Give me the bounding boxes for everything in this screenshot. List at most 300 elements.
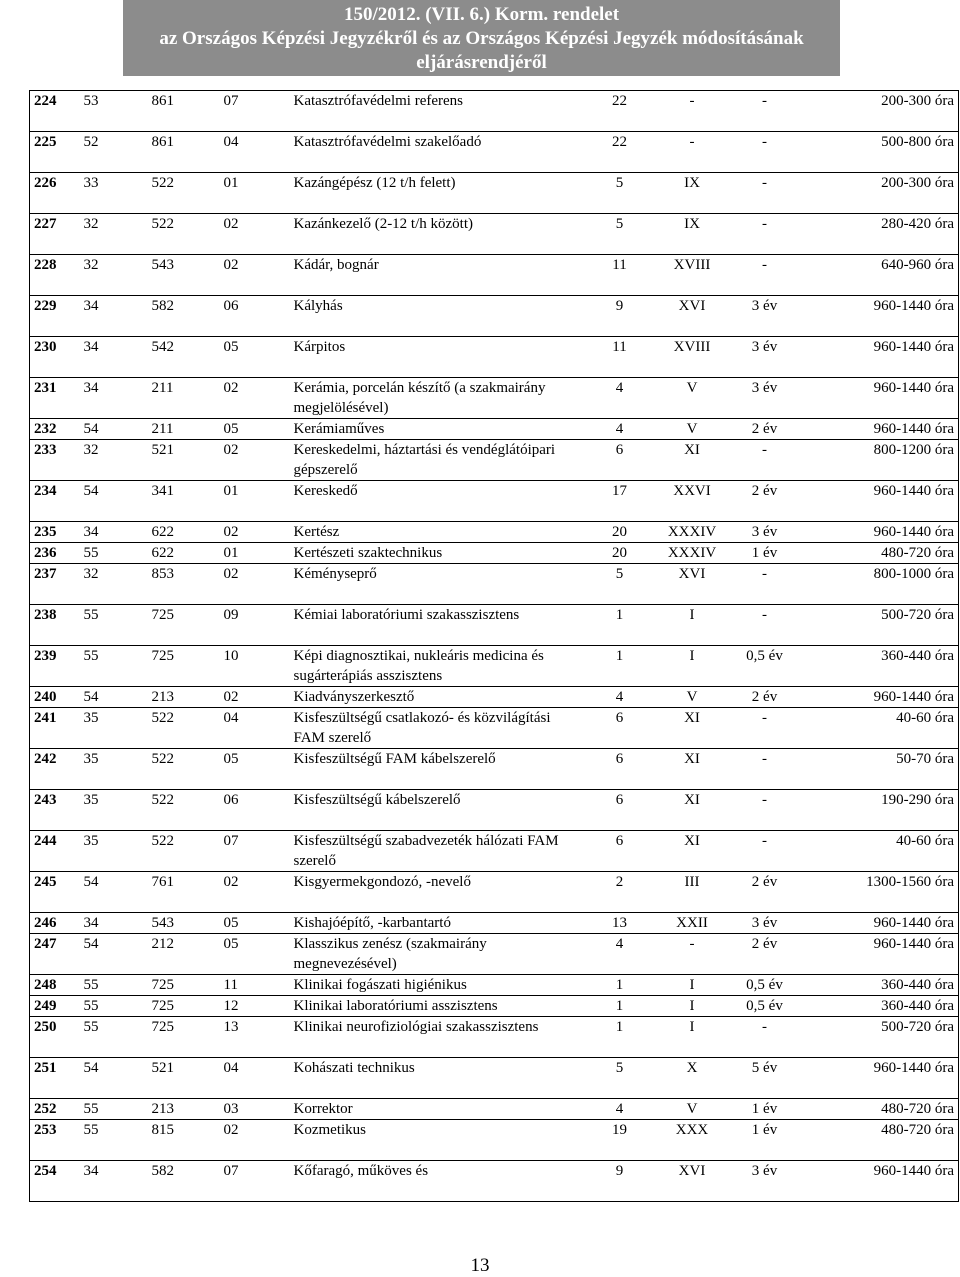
level-roman: - [650,132,735,173]
level-number: 2 [590,872,650,913]
code-part-1: 34 [80,378,148,419]
qualification-name: Kereskedő [290,481,590,522]
level-roman: XXXIV [650,543,735,564]
code-part-1: 35 [80,831,148,872]
code-part-1: 55 [80,605,148,646]
hours: 500-800 óra [795,132,959,173]
row-number: 236 [30,543,80,564]
table-row [30,872,959,913]
code-part-3: 05 [220,749,290,790]
code-part-3: 10 [220,646,290,687]
code-part-3: 07 [220,1161,290,1202]
level-roman: XVI [650,296,735,337]
duration: - [735,831,795,872]
row-number: 229 [30,296,80,337]
duration: 0,5 év [735,996,795,1017]
qualification-name: Kárpitos [290,337,590,378]
duration: - [735,605,795,646]
duration: 1 év [735,543,795,564]
code-part-2: 212 [148,934,220,975]
code-part-3: 02 [220,440,290,481]
level-number: 1 [590,975,650,996]
hours: 960-1440 óra [795,337,959,378]
table-row [30,1161,959,1202]
code-part-1: 55 [80,975,148,996]
row-number: 224 [30,91,80,132]
table-row [30,1058,959,1099]
level-roman: XI [650,440,735,481]
hours: 1300-1560 óra [795,872,959,913]
page-number: 13 [470,1255,490,1276]
code-part-1: 33 [80,173,148,214]
level-number: 6 [590,749,650,790]
row-number: 237 [30,564,80,605]
duration: 5 év [735,1058,795,1099]
table-row [30,996,959,1017]
table-row [30,91,959,132]
level-number: 4 [590,419,650,440]
code-part-1: 55 [80,1099,148,1120]
row-number: 231 [30,378,80,419]
code-part-3: 07 [220,831,290,872]
table-row [30,975,959,996]
table-row [30,1120,959,1161]
code-part-2: 522 [148,173,220,214]
code-part-1: 35 [80,708,148,749]
table-row [30,440,959,481]
qualification-name: Kertészeti szaktechnikus [290,543,590,564]
hours: 960-1440 óra [795,522,959,543]
duration: 0,5 év [735,646,795,687]
code-part-3: 05 [220,337,290,378]
table-row [30,913,959,934]
code-part-3: 06 [220,296,290,337]
code-part-2: 522 [148,214,220,255]
level-number: 4 [590,1099,650,1120]
hours: 960-1440 óra [795,913,959,934]
level-number: 9 [590,296,650,337]
table-row [30,296,959,337]
table-row [30,543,959,564]
hours: 500-720 óra [795,1017,959,1058]
code-part-1: 35 [80,749,148,790]
code-part-3: 02 [220,522,290,543]
qualification-name: Kéményseprő [290,564,590,605]
code-part-1: 53 [80,91,148,132]
table-row [30,708,959,749]
duration: 2 év [735,481,795,522]
hours: 960-1440 óra [795,378,959,419]
code-part-1: 34 [80,337,148,378]
row-number: 242 [30,749,80,790]
level-roman: IX [650,214,735,255]
code-part-2: 211 [148,378,220,419]
duration: 3 év [735,522,795,543]
level-number: 1 [590,646,650,687]
level-roman: V [650,1099,735,1120]
qualification-name: Kémiai laboratóriumi szakasszisztens [290,605,590,646]
code-part-1: 32 [80,214,148,255]
row-number: 241 [30,708,80,749]
hours: 360-440 óra [795,646,959,687]
hours: 200-300 óra [795,91,959,132]
code-part-3: 01 [220,543,290,564]
qualification-name: Klinikai laboratóriumi asszisztens [290,996,590,1017]
code-part-2: 861 [148,91,220,132]
level-roman: I [650,646,735,687]
code-part-3: 09 [220,605,290,646]
duration: 2 év [735,872,795,913]
duration: 3 év [735,337,795,378]
level-number: 6 [590,708,650,749]
code-part-3: 05 [220,913,290,934]
level-number: 19 [590,1120,650,1161]
duration: - [735,440,795,481]
table-row [30,1099,959,1120]
level-roman: XXVI [650,481,735,522]
duration: 3 év [735,913,795,934]
level-roman: - [650,91,735,132]
qualification-name: Kisfeszültségű kábelszerelő [290,790,590,831]
table-row [30,564,959,605]
code-part-3: 04 [220,1058,290,1099]
row-number: 240 [30,687,80,708]
duration: - [735,173,795,214]
code-part-3: 12 [220,996,290,1017]
qualification-name: Klinikai neurofiziológiai szakasszisztens [290,1017,590,1058]
code-part-2: 521 [148,440,220,481]
code-part-2: 213 [148,1099,220,1120]
row-number: 238 [30,605,80,646]
code-part-3: 01 [220,481,290,522]
level-roman: V [650,687,735,708]
row-number: 225 [30,132,80,173]
qualification-name: Kohászati technikus [290,1058,590,1099]
hours: 480-720 óra [795,543,959,564]
level-roman: XXX [650,1120,735,1161]
qualification-name: Kisgyermekgondozó, -nevelő [290,872,590,913]
qualification-name: Kishajóépítő, -karbantartó [290,913,590,934]
hours: 360-440 óra [795,996,959,1017]
level-roman: I [650,996,735,1017]
level-roman: XVIII [650,337,735,378]
level-number: 5 [590,173,650,214]
row-number: 243 [30,790,80,831]
level-number: 5 [590,214,650,255]
table-row [30,522,959,543]
level-roman: XXXIV [650,522,735,543]
code-part-2: 622 [148,522,220,543]
code-part-3: 02 [220,564,290,605]
code-part-2: 522 [148,708,220,749]
hours: 960-1440 óra [795,1161,959,1202]
qualification-name: Katasztrófavédelmi szakelőadó [290,132,590,173]
hours: 50-70 óra [795,749,959,790]
row-number: 254 [30,1161,80,1202]
code-part-2: 725 [148,975,220,996]
level-number: 6 [590,790,650,831]
hours: 800-1200 óra [795,440,959,481]
qualification-name: Kazánkezelő (2-12 t/h között) [290,214,590,255]
table-row [30,173,959,214]
qualification-name: Kisfeszültségű csatlakozó- és közvilágítási FAM szerelő [290,708,590,749]
code-part-2: 582 [148,1161,220,1202]
level-number: 1 [590,605,650,646]
table-row [30,749,959,790]
duration: 3 év [735,378,795,419]
duration: 3 év [735,1161,795,1202]
duration: - [735,708,795,749]
row-number: 252 [30,1099,80,1120]
duration: - [735,790,795,831]
row-number: 244 [30,831,80,872]
level-roman: IX [650,173,735,214]
document-header [123,0,840,76]
code-part-3: 04 [220,132,290,173]
duration: 2 év [735,934,795,975]
code-part-2: 543 [148,255,220,296]
level-number: 22 [590,132,650,173]
level-number: 20 [590,522,650,543]
qualification-name: Kerámiaműves [290,419,590,440]
table-row [30,605,959,646]
qualification-name: Kerámia, porcelán készítő (a szakmairány megjelölésével) [290,378,590,419]
code-part-1: 34 [80,522,148,543]
table-row [30,481,959,522]
row-number: 230 [30,337,80,378]
duration: 1 év [735,1120,795,1161]
level-number: 22 [590,91,650,132]
level-number: 5 [590,564,650,605]
code-part-2: 725 [148,605,220,646]
level-roman: XI [650,749,735,790]
code-part-2: 522 [148,790,220,831]
code-part-3: 03 [220,1099,290,1120]
code-part-3: 07 [220,91,290,132]
code-part-1: 32 [80,440,148,481]
level-roman: XVIII [650,255,735,296]
code-part-2: 725 [148,1017,220,1058]
level-roman: XVI [650,564,735,605]
qualification-name: Katasztrófavédelmi referens [290,91,590,132]
level-roman: III [650,872,735,913]
duration: 1 év [735,1099,795,1120]
hours: 960-1440 óra [795,296,959,337]
hours: 360-440 óra [795,975,959,996]
code-part-1: 52 [80,132,148,173]
code-part-1: 34 [80,296,148,337]
hours: 960-1440 óra [795,687,959,708]
code-part-3: 06 [220,790,290,831]
duration: - [735,255,795,296]
hours: 500-720 óra [795,605,959,646]
header-line-3: eljárásrendjéről [416,52,547,73]
row-number: 232 [30,419,80,440]
code-part-1: 55 [80,1120,148,1161]
qualification-name: Klasszikus zenész (szakmairány megnevezésével) [290,934,590,975]
code-part-2: 341 [148,481,220,522]
row-number: 233 [30,440,80,481]
hours: 960-1440 óra [795,934,959,975]
qualification-name: Korrektor [290,1099,590,1120]
level-number: 9 [590,1161,650,1202]
qualification-name: Kádár, bognár [290,255,590,296]
code-part-2: 213 [148,687,220,708]
header-line-1: 150/2012. (VII. 6.) Korm. rendelet [343,4,620,25]
qualification-name: Klinikai fogászati higiénikus [290,975,590,996]
level-roman: V [650,419,735,440]
duration: - [735,132,795,173]
table-row [30,214,959,255]
level-roman: XVI [650,1161,735,1202]
header-line-2: az Országos Képzési Jegyzékről és az Országos Képzési Jegyzék módosításának [159,28,804,49]
hours: 960-1440 óra [795,419,959,440]
code-part-1: 54 [80,481,148,522]
code-part-1: 55 [80,1017,148,1058]
code-part-1: 54 [80,934,148,975]
code-part-1: 32 [80,255,148,296]
duration: - [735,214,795,255]
level-number: 5 [590,1058,650,1099]
row-number: 235 [30,522,80,543]
code-part-2: 522 [148,749,220,790]
level-number: 13 [590,913,650,934]
row-number: 247 [30,934,80,975]
code-part-2: 853 [148,564,220,605]
level-roman: XXII [650,913,735,934]
row-number: 245 [30,872,80,913]
level-roman: V [650,378,735,419]
table-row [30,419,959,440]
table-row [30,831,959,872]
code-part-3: 05 [220,934,290,975]
table-row [30,378,959,419]
level-roman: I [650,975,735,996]
code-part-3: 02 [220,255,290,296]
table-row [30,132,959,173]
code-part-3: 11 [220,975,290,996]
code-part-2: 211 [148,419,220,440]
duration: 2 év [735,687,795,708]
code-part-1: 55 [80,646,148,687]
code-part-1: 54 [80,687,148,708]
qualification-name: Kiadványszerkesztő [290,687,590,708]
code-part-1: 54 [80,872,148,913]
row-number: 228 [30,255,80,296]
hours: 640-960 óra [795,255,959,296]
hours: 480-720 óra [795,1120,959,1161]
hours: 960-1440 óra [795,481,959,522]
level-roman: I [650,605,735,646]
duration: 0,5 év [735,975,795,996]
duration: - [735,564,795,605]
code-part-2: 522 [148,831,220,872]
level-number: 20 [590,543,650,564]
code-part-2: 622 [148,543,220,564]
code-part-1: 55 [80,543,148,564]
code-part-2: 725 [148,996,220,1017]
row-number: 248 [30,975,80,996]
row-number: 226 [30,173,80,214]
row-number: 250 [30,1017,80,1058]
code-part-3: 02 [220,1120,290,1161]
level-roman: I [650,1017,735,1058]
level-roman: XI [650,790,735,831]
hours: 480-720 óra [795,1099,959,1120]
qualification-name: Kozmetikus [290,1120,590,1161]
row-number: 239 [30,646,80,687]
code-part-1: 34 [80,1161,148,1202]
code-part-2: 582 [148,296,220,337]
duration: 3 év [735,296,795,337]
hours: 960-1440 óra [795,1058,959,1099]
code-part-2: 542 [148,337,220,378]
hours: 800-1000 óra [795,564,959,605]
level-number: 4 [590,934,650,975]
row-number: 246 [30,913,80,934]
code-part-3: 02 [220,214,290,255]
duration: 2 év [735,419,795,440]
duration: - [735,749,795,790]
code-part-2: 521 [148,1058,220,1099]
code-part-3: 02 [220,378,290,419]
row-number: 251 [30,1058,80,1099]
table-body [30,91,959,1202]
level-roman: XI [650,708,735,749]
qualification-table [29,90,959,1202]
level-number: 1 [590,996,650,1017]
level-number: 4 [590,378,650,419]
row-number: 253 [30,1120,80,1161]
level-roman: X [650,1058,735,1099]
hours: 280-420 óra [795,214,959,255]
level-number: 11 [590,255,650,296]
qualification-name: Kereskedelmi, háztartási és vendéglátóipari gépszerelő [290,440,590,481]
level-roman: XI [650,831,735,872]
row-number: 234 [30,481,80,522]
code-part-2: 725 [148,646,220,687]
code-part-3: 01 [220,173,290,214]
hours: 190-290 óra [795,790,959,831]
row-number: 249 [30,996,80,1017]
code-part-2: 861 [148,132,220,173]
code-part-1: 54 [80,419,148,440]
code-part-3: 04 [220,708,290,749]
table-row [30,1017,959,1058]
hours: 40-60 óra [795,831,959,872]
qualification-name: Kisfeszültségű szabadvezeték hálózati FAM szerelő [290,831,590,872]
qualification-name: Kisfeszültségű FAM kábelszerelő [290,749,590,790]
level-number: 4 [590,687,650,708]
code-part-2: 543 [148,913,220,934]
qualification-name: Kályhás [290,296,590,337]
hours: 200-300 óra [795,173,959,214]
code-part-1: 55 [80,996,148,1017]
table-row [30,687,959,708]
code-part-1: 35 [80,790,148,831]
code-part-2: 761 [148,872,220,913]
code-part-3: 13 [220,1017,290,1058]
duration: - [735,91,795,132]
qualification-name: Kazángépész (12 t/h felett) [290,173,590,214]
duration: - [735,1017,795,1058]
code-part-3: 02 [220,872,290,913]
row-number: 227 [30,214,80,255]
table-row [30,255,959,296]
qualification-name: Képi diagnosztikai, nukleáris medicina és sugárterápiás asszisztens [290,646,590,687]
qualification-name: Kertész [290,522,590,543]
qualification-name: Kőfaragó, műköves és [290,1161,590,1202]
